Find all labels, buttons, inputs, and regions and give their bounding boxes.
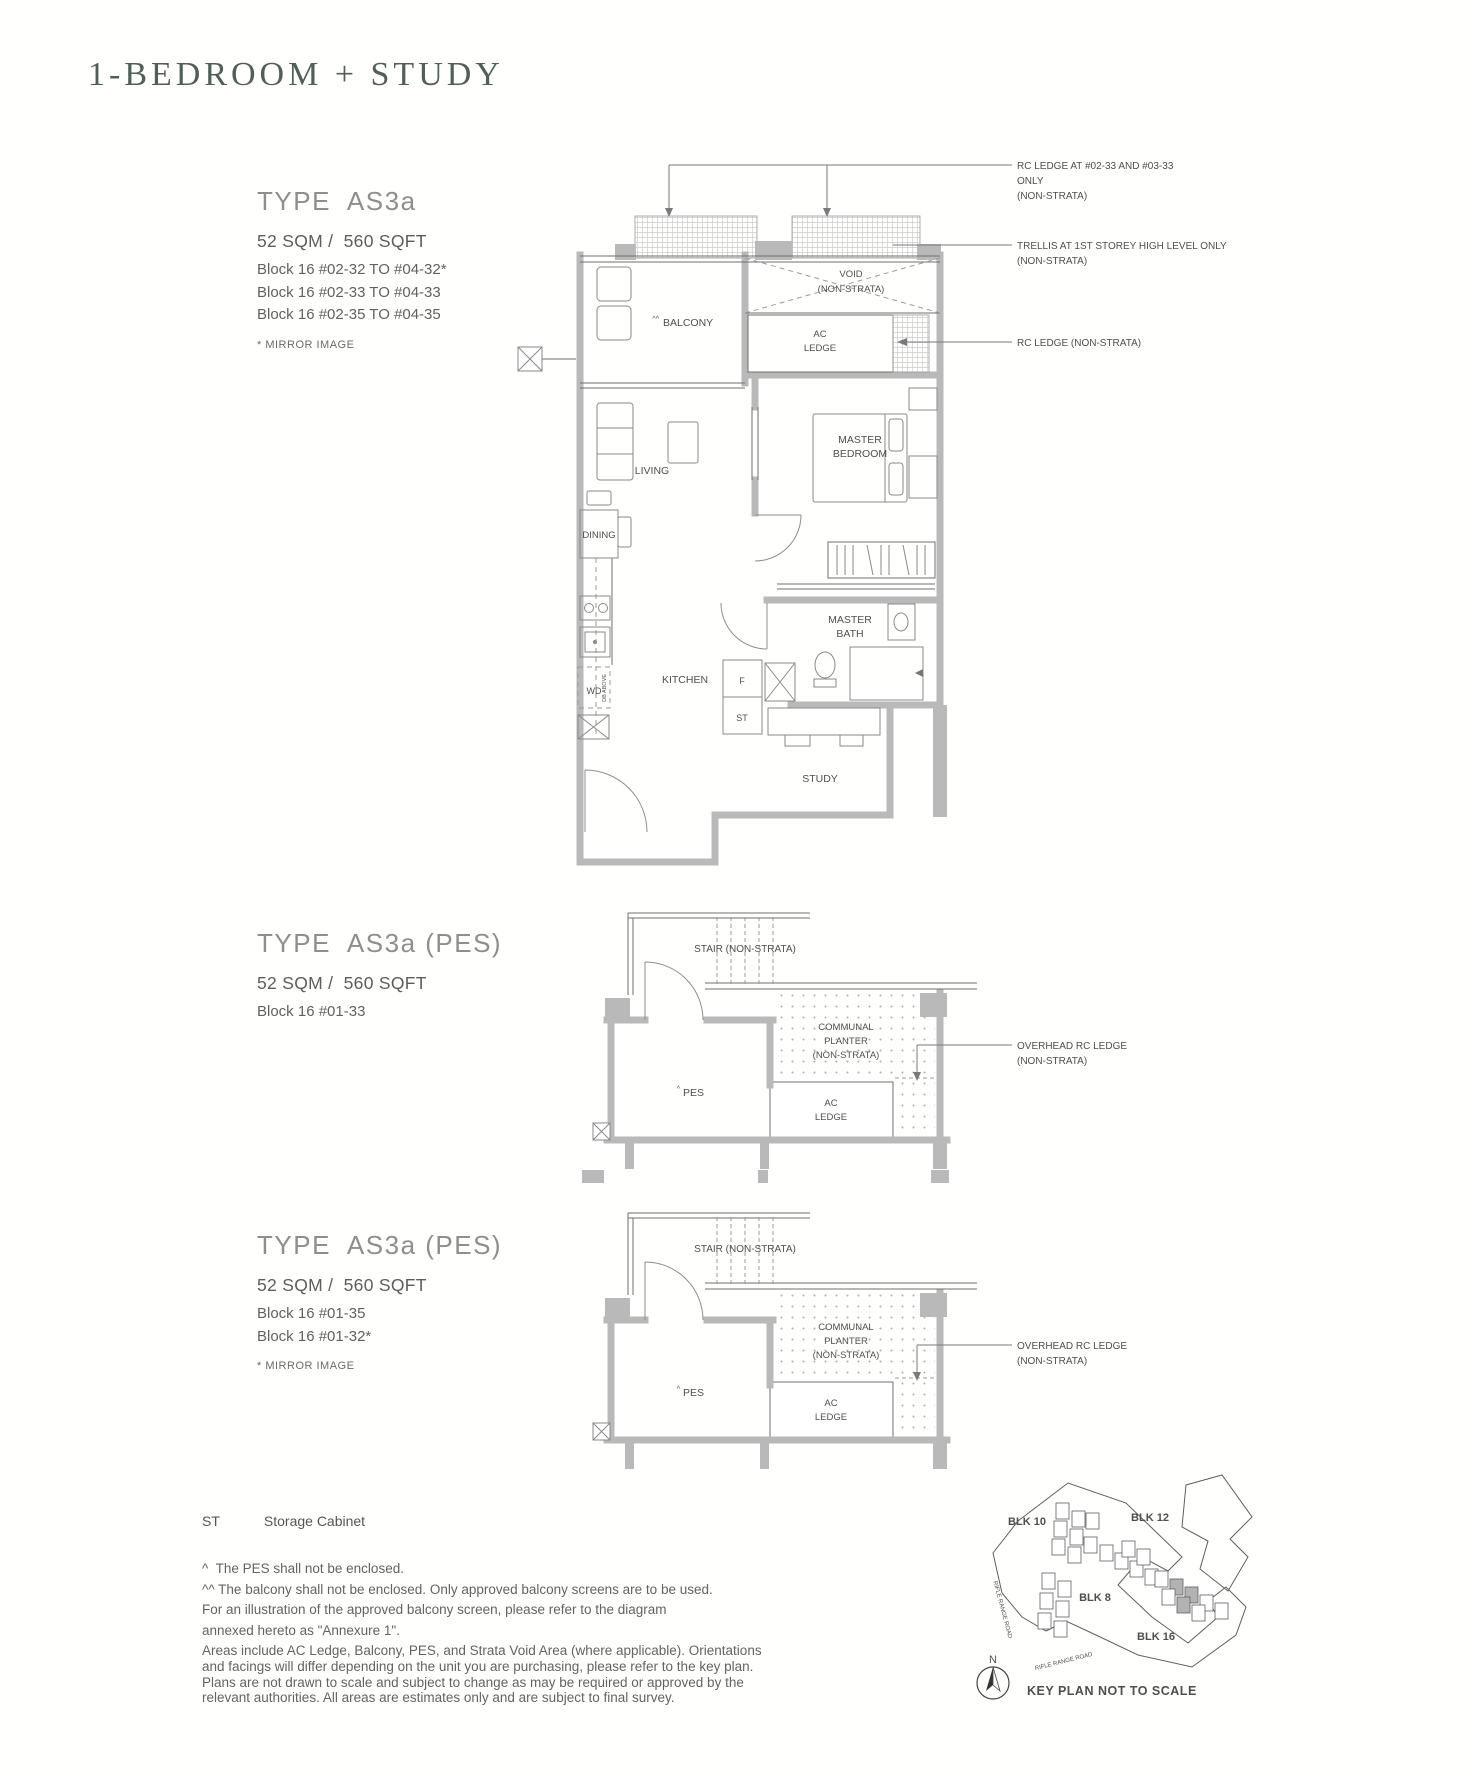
balcony-label: BALCONY xyxy=(663,317,714,329)
wardrobe-ticks xyxy=(837,545,925,575)
plan1-info xyxy=(257,186,447,351)
ac-ledge-box xyxy=(770,1382,893,1440)
road-label: RIFLE RANGE ROAD xyxy=(1034,1651,1094,1673)
floorplan-type-as3a-pes-2 xyxy=(515,1095,1260,1495)
blk8-label: BLK 8 xyxy=(1079,1592,1111,1604)
coffee-table xyxy=(668,422,698,463)
annotation-texts xyxy=(1017,1041,1127,1067)
footnote-pes: ^ The PES shall not be enclosed. xyxy=(202,1561,404,1576)
blk10-label: BLK 10 xyxy=(1008,1516,1046,1528)
neighbor-stubs xyxy=(582,1170,949,1183)
door-swings xyxy=(645,1262,703,1320)
washer-label: WD xyxy=(586,686,602,696)
shower xyxy=(850,647,923,700)
disclaimer-line: and facings will differ depending on the unit you are purchasing, please refer to the key plan. xyxy=(202,1658,754,1674)
planter-label: COMMUNAL xyxy=(818,1022,874,1033)
planter-label: (NON-STRATA) xyxy=(812,1050,880,1061)
ac-ledge-label: LEDGE xyxy=(814,1112,848,1123)
disclaimer xyxy=(202,1643,762,1706)
plan2-info xyxy=(257,928,502,1024)
stair-label: STAIR (NON-STRATA) xyxy=(694,944,796,955)
pillow xyxy=(889,463,903,495)
rc-ledge-units-note: (NON-STRATA) xyxy=(1017,191,1088,202)
plan2-blocks xyxy=(257,1001,502,1024)
plan3-info xyxy=(257,1230,502,1372)
ac-ledge-label: AC xyxy=(824,1098,838,1109)
key-plan xyxy=(870,1445,1300,1735)
pes-sup-label: ^ xyxy=(676,1086,680,1093)
plan1-area: 52 SQM / 560 SQFT xyxy=(257,231,427,251)
thin-lines xyxy=(628,913,977,995)
annotation-texts xyxy=(1017,161,1227,349)
disclaimer-line: Areas include AC Ledge, Balcony, PES, and Strata Void Area (where applicable). Orientations xyxy=(202,1643,762,1658)
plan3-blocks xyxy=(257,1303,502,1348)
shower-head xyxy=(915,669,923,677)
disclaimer-line: relevant authorities. All areas are estimates only and are subject to final survey. xyxy=(202,1690,675,1706)
overhead-rc-ledge-note: OVERHEAD RC LEDGE xyxy=(1017,1041,1128,1052)
study-chair xyxy=(785,735,810,746)
planter-label: COMMUNAL xyxy=(818,1322,874,1333)
footnotes xyxy=(202,1559,713,1641)
rc-ledge-units-note: RC LEDGE AT #02-33 AND #03-33 xyxy=(1017,161,1174,172)
compass-icon xyxy=(977,1654,1009,1699)
site-boundary xyxy=(993,1475,1252,1667)
fridge-label: F xyxy=(739,676,745,686)
plan1-blocks xyxy=(257,259,447,327)
plan1-mirror-note: * MIRROR IMAGE xyxy=(257,338,355,351)
walls xyxy=(580,255,940,862)
planter-label: PLANTER xyxy=(824,1336,868,1347)
footnote-balcony: annexed hereto as "Annexure 1". xyxy=(202,1622,400,1638)
footnote-balcony: For an illustration of the approved balcony screen, please refer to the diagram xyxy=(202,1602,667,1617)
stair-label: STAIR (NON-STRATA) xyxy=(694,1244,796,1255)
plan2-block-line: Block 16 #01-33 xyxy=(257,1003,366,1020)
balcony-chair xyxy=(597,306,631,340)
ac-ledge-label: AC xyxy=(824,1398,838,1409)
bath-label: MASTER xyxy=(828,614,872,626)
thin-lines xyxy=(628,1213,977,1295)
pillow xyxy=(889,419,903,451)
bedside-table xyxy=(909,456,937,498)
study-chair xyxy=(840,735,863,746)
pes-label: PES xyxy=(683,1387,705,1399)
vanity xyxy=(888,604,915,640)
fixtures xyxy=(593,1423,610,1440)
pes-label: PES xyxy=(683,1087,705,1099)
bath-door xyxy=(721,603,767,649)
plan3-block-line: Block 16 #01-35 xyxy=(257,1305,366,1322)
door-swings xyxy=(645,962,703,1020)
bedside-table xyxy=(909,388,937,410)
dashed-lines xyxy=(578,258,940,738)
db-above-label: DB ABOVE xyxy=(602,674,608,702)
pes-door xyxy=(645,962,703,1020)
plan1-type-title: TYPE AS3a xyxy=(257,186,417,216)
pes-door xyxy=(645,1262,703,1320)
balcony-sup-label: ^^ xyxy=(652,316,659,323)
void-label: (NON-STRATA) xyxy=(817,284,885,295)
footnote-balcony: ^^ The balcony shall not be enclosed. Only approved balcony screens are to be used. xyxy=(202,1581,713,1597)
plan1-block-line: Block 16 #02-33 TO #04-33 xyxy=(257,283,441,301)
overhead-rc-ledge-note: (NON-STRATA) xyxy=(1017,1356,1088,1367)
balcony-chair xyxy=(597,267,631,301)
ac-ledge-label: AC xyxy=(813,329,827,340)
study-desk xyxy=(768,708,880,735)
sofa xyxy=(597,403,633,480)
plan1-block-line: Block 16 #02-35 TO #04-35 xyxy=(257,306,441,323)
rc-ledge-hatch xyxy=(893,315,929,372)
bedroom-door xyxy=(755,515,801,561)
annotation-texts xyxy=(1017,1341,1127,1367)
dining-label: DINING xyxy=(582,530,616,541)
kitchen-label: KITCHEN xyxy=(661,674,709,686)
planter-label: (NON-STRATA) xyxy=(812,1350,880,1361)
living-label: LIVING xyxy=(634,465,670,477)
plan1-block-line: Block 16 #02-32 TO #04-32* xyxy=(257,261,447,278)
floorplan-type-as3a xyxy=(515,125,1260,875)
north-label: N xyxy=(989,1654,997,1666)
plan3-type-title: TYPE AS3a (PES) xyxy=(257,1230,503,1260)
trellis-note: (NON-STRATA) xyxy=(1017,256,1088,267)
planter-label: PLANTER xyxy=(824,1036,868,1047)
page-title: 1-BEDROOM + STUDY xyxy=(88,56,504,93)
rc-ledge-note: RC LEDGE (NON-STRATA) xyxy=(1017,338,1142,349)
storage-label: ST xyxy=(736,713,748,723)
dining-chair xyxy=(618,517,631,547)
plan2-area: 52 SQM / 560 SQFT xyxy=(257,973,427,993)
trellis-note: TRELLIS AT 1ST STOREY HIGH LEVEL ONLY xyxy=(1017,241,1227,252)
study-label: STUDY xyxy=(802,773,838,785)
legend-label: Storage Cabinet xyxy=(263,1513,366,1529)
road-label: RIFLE RANGE ROAD xyxy=(991,1580,1013,1640)
pes-sup-label: ^ xyxy=(676,1386,680,1393)
overhead-rc-ledge-note: (NON-STRATA) xyxy=(1017,1056,1088,1067)
legend-row xyxy=(202,1513,365,1529)
legend-abbr: ST xyxy=(202,1513,220,1529)
void-label: VOID xyxy=(839,269,863,280)
disclaimer-line: Plans are not drawn to scale and subject to change as may be required or approved by the xyxy=(202,1674,744,1690)
bath-label: BATH xyxy=(836,628,864,640)
plan3-mirror-note: * MIRROR IMAGE xyxy=(257,1360,355,1372)
blk16-label: BLK 16 xyxy=(1137,1631,1175,1643)
plan2-type-title: TYPE AS3a (PES) xyxy=(257,928,503,958)
plan3-block-line: Block 16 #01-32* xyxy=(257,1327,372,1345)
blk12-label: BLK 12 xyxy=(1131,1512,1169,1524)
dining-chair xyxy=(587,491,611,505)
plan3-area: 52 SQM / 560 SQFT xyxy=(257,1275,427,1295)
toilet xyxy=(815,652,835,678)
overhead-rc-ledge-note: OVERHEAD RC LEDGE xyxy=(1017,1341,1128,1352)
bedroom-label: MASTER xyxy=(838,434,882,446)
keyplan-caption: KEY PLAN NOT TO SCALE xyxy=(1027,1684,1197,1698)
ac-ledge-label: LEDGE xyxy=(803,343,837,354)
ac-ledge-label: LEDGE xyxy=(814,1412,848,1423)
bedroom-label: BEDROOM xyxy=(832,448,888,460)
rc-ledge-units-note: ONLY xyxy=(1017,176,1044,187)
